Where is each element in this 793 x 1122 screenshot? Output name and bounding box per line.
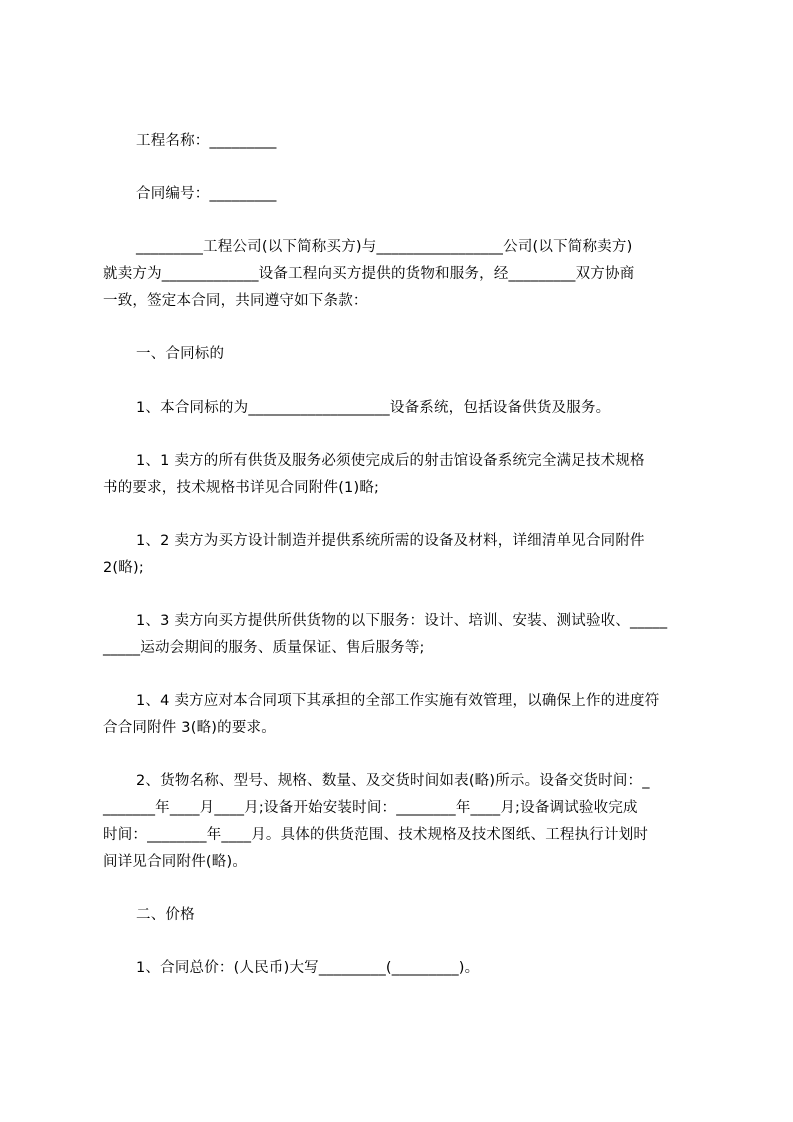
clause-1-4-line-1: 1、4 卖方应对本合同项下其承担的全部工作实施有效管理，以确保上作的进度符 — [136, 693, 660, 709]
clause-1-2-line-1: 1、2 卖方为买方设计制造并提供系统所需的设备及材料，详细清单见合同附件 — [136, 533, 645, 549]
parties-line-3: 一致，签定本合同，共同遵守如下条款： — [103, 293, 368, 309]
clause-2-line-3: 时间：________年____月。具体的供货范围、技术规格及技术图纸、工程执行计划时 — [103, 827, 649, 843]
clause-2-line-1: 2、货物名称、型号、规格、数量、及交货时间如表(略)所示。设备交货时间：_ — [136, 773, 650, 789]
clause-1-2-line-2: 2(略); — [103, 560, 144, 576]
clause-2-line-4: 间详见合同附件(略)。 — [103, 854, 248, 870]
section-heading-subject: 一、合同标的 — [136, 346, 225, 362]
parties-line-1: _________工程公司(以下简称买方)与_________________公司(以下简称卖方) — [136, 239, 633, 255]
clause-1-1-line-2: 书的要求，技术规格书详见合同附件(1)略; — [103, 480, 380, 496]
contract-number-line: 合同编号：_________ — [136, 186, 277, 202]
parties-line-2: 就卖方为_____________设备工程向买方提供的货物和服务，经_________双方协商 — [103, 266, 635, 282]
clause-2-line-2: _______年____月____月;设备开始安装时间：________年____月;设备调试验收完成 — [103, 800, 638, 816]
clause-1-3-line-2: _____运动会期间的服务、质量保证、售后服务等; — [103, 640, 425, 656]
clause-1-1-line-1: 1、1 卖方的所有供货及服务必须使完成后的射击馆设备系统完全满足技术规格 — [136, 453, 645, 469]
project-name-line: 工程名称：_________ — [136, 133, 277, 149]
clause-1-4-line-2: 合合同附件 3(略)的要求。 — [103, 720, 276, 736]
clause-1-3-line-1: 1、3 卖方向买方提供所供货物的以下服务：设计、培训、安装、测试验收、_____ — [136, 613, 668, 629]
section-heading-price: 二、价格 — [136, 907, 195, 923]
price-clause-1: 1、合同总价：(人民币)大写_________(_________)。 — [136, 960, 480, 976]
clause-1: 1、本合同标的为___________________设备系统，包括设备供货及服务。 — [136, 400, 611, 416]
